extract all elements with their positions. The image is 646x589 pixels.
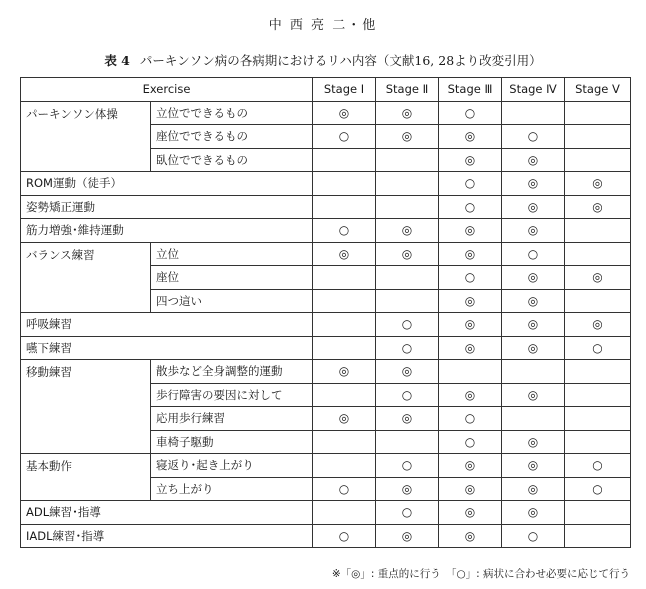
table-row [21,313,631,337]
stage-mark: ○ [565,477,631,501]
stage-mark: ○ [439,407,502,431]
stage-mark: ◎ [439,125,502,149]
stage-mark: ◎ [502,172,565,196]
stage-mark [565,125,631,149]
exercise-category: IADL練習･指導 [21,524,313,548]
exercise-subitem: 四つ這い [151,289,313,313]
stage-mark: ◎ [502,454,565,478]
exercise-subitem: 座位 [151,266,313,290]
exercise-category: 筋力増強･維持運動 [21,219,313,243]
stage-mark [565,148,631,172]
table-header-row [21,78,631,102]
stage-mark [565,289,631,313]
stage-mark [313,195,376,219]
stage-mark: ◎ [439,219,502,243]
stage-mark [565,430,631,454]
stage-mark: ◎ [502,383,565,407]
stage-mark: ◎ [502,336,565,360]
stage-mark: ○ [376,501,439,525]
exercise-category: ADL練習･指導 [21,501,313,525]
stage-mark: ◎ [565,266,631,290]
stage-header: Stage Ⅱ [376,78,439,102]
stage-mark: ◎ [439,454,502,478]
exercise-subitem: 散歩など全身調整的運動 [151,360,313,384]
stage-mark: ○ [439,195,502,219]
table-row [21,172,631,196]
stage-mark: ◎ [502,501,565,525]
exercise-category: 呼吸練習 [21,313,313,337]
exercise-category: 嚥下練習 [21,336,313,360]
stage-mark [376,289,439,313]
stage-mark: ◎ [376,125,439,149]
stage-mark [376,148,439,172]
stage-mark: ◎ [439,524,502,548]
stage-mark: ◎ [439,477,502,501]
stage-mark: ◎ [376,360,439,384]
stage-mark [502,101,565,125]
stage-mark: ◎ [313,360,376,384]
stage-mark: ◎ [565,195,631,219]
exercise-header: Exercise [21,78,313,102]
exercise-category: 姿勢矯正運動 [21,195,313,219]
table-number: 表 4 [104,53,130,68]
stage-mark: ◎ [565,172,631,196]
stage-mark: ○ [376,454,439,478]
stage-mark: ◎ [502,195,565,219]
stage-mark [565,101,631,125]
stage-mark: ◎ [502,289,565,313]
table-row [21,219,631,243]
exercise-subitem: 立ち上がり [151,477,313,501]
stage-header: Stage Ⅰ [313,78,376,102]
table-row [21,454,631,478]
stage-mark: ◎ [376,407,439,431]
stage-mark: ◎ [376,477,439,501]
stage-mark: ◎ [313,242,376,266]
stage-mark: ○ [313,125,376,149]
stage-header: Stage Ⅴ [565,78,631,102]
stage-mark: ◎ [313,407,376,431]
stage-mark: ◎ [376,219,439,243]
stage-mark [565,524,631,548]
legend-note: ※「◎」: 重点的に行う 「○」: 病状に合わせ必要に応じて行う [331,568,630,580]
stage-mark: ○ [313,477,376,501]
stage-mark [376,172,439,196]
stage-mark [313,430,376,454]
exercise-subitem: 臥位でできるもの [151,148,313,172]
table-row [21,360,631,384]
exercise-category: 基本動作 [21,454,151,501]
stage-mark [313,172,376,196]
exercise-subitem: 立位 [151,242,313,266]
exercise-subitem: 立位でできるもの [151,101,313,125]
stage-mark [502,407,565,431]
stage-mark: ○ [376,336,439,360]
stage-mark: ◎ [439,336,502,360]
stage-mark [313,313,376,337]
stage-mark: ◎ [502,219,565,243]
stage-mark: ○ [439,430,502,454]
stage-mark [313,266,376,290]
table-row [21,195,631,219]
table-row [21,101,631,125]
stage-mark [565,407,631,431]
stage-mark [313,289,376,313]
exercise-category: ROM運動（徒手） [21,172,313,196]
stage-mark: ◎ [565,313,631,337]
stage-mark: ◎ [313,101,376,125]
stage-header: Stage Ⅲ [439,78,502,102]
stage-mark: ◎ [376,101,439,125]
stage-mark: ○ [439,266,502,290]
stage-mark: ○ [313,524,376,548]
stage-mark: ○ [313,219,376,243]
stage-mark: ◎ [376,242,439,266]
table-row [21,242,631,266]
stage-mark: ○ [502,242,565,266]
exercise-subitem: 車椅子駆動 [151,430,313,454]
stage-mark [313,336,376,360]
exercise-subitem: 歩行障害の要因に対して [151,383,313,407]
exercise-category: 移動練習 [21,360,151,454]
table-row [21,336,631,360]
stage-mark: ◎ [439,242,502,266]
stage-mark: ◎ [502,148,565,172]
exercise-category: パーキンソン体操 [21,101,151,172]
exercise-subitem: 座位でできるもの [151,125,313,149]
stage-mark [376,195,439,219]
table-row [21,501,631,525]
stage-mark [313,501,376,525]
table-caption [0,51,646,69]
stage-mark: ◎ [502,477,565,501]
stage-mark: ◎ [502,430,565,454]
rehab-table [20,77,631,548]
exercise-subitem: 寝返り･起き上がり [151,454,313,478]
stage-mark: ◎ [502,313,565,337]
stage-mark: ◎ [376,524,439,548]
stage-mark: ◎ [439,501,502,525]
table-row [21,524,631,548]
stage-mark [565,383,631,407]
stage-mark: ○ [439,172,502,196]
stage-mark: ◎ [439,383,502,407]
table-body [21,101,631,548]
table-title: パーキンソン病の各病期におけるリハ内容（文献16, 28より改変引用） [139,53,542,68]
stage-mark: ○ [565,454,631,478]
stage-mark [502,360,565,384]
exercise-category: バランス練習 [21,242,151,313]
stage-mark: ○ [376,383,439,407]
stage-mark: ○ [439,101,502,125]
stage-mark [313,454,376,478]
stage-mark [565,242,631,266]
stage-header: Stage Ⅳ [502,78,565,102]
stage-mark: ○ [502,524,565,548]
stage-mark [376,430,439,454]
stage-mark: ○ [376,313,439,337]
stage-mark [439,360,502,384]
exercise-subitem: 応用歩行練習 [151,407,313,431]
stage-mark: ◎ [439,148,502,172]
stage-mark [313,148,376,172]
stage-mark [376,266,439,290]
stage-mark: ◎ [439,313,502,337]
page-header: 中 西 亮 二・他 [268,18,378,33]
stage-mark [313,383,376,407]
stage-mark [565,219,631,243]
stage-mark: ◎ [439,289,502,313]
stage-mark: ○ [565,336,631,360]
stage-mark: ○ [502,125,565,149]
stage-mark [565,360,631,384]
stage-mark [565,501,631,525]
stage-mark: ◎ [502,266,565,290]
